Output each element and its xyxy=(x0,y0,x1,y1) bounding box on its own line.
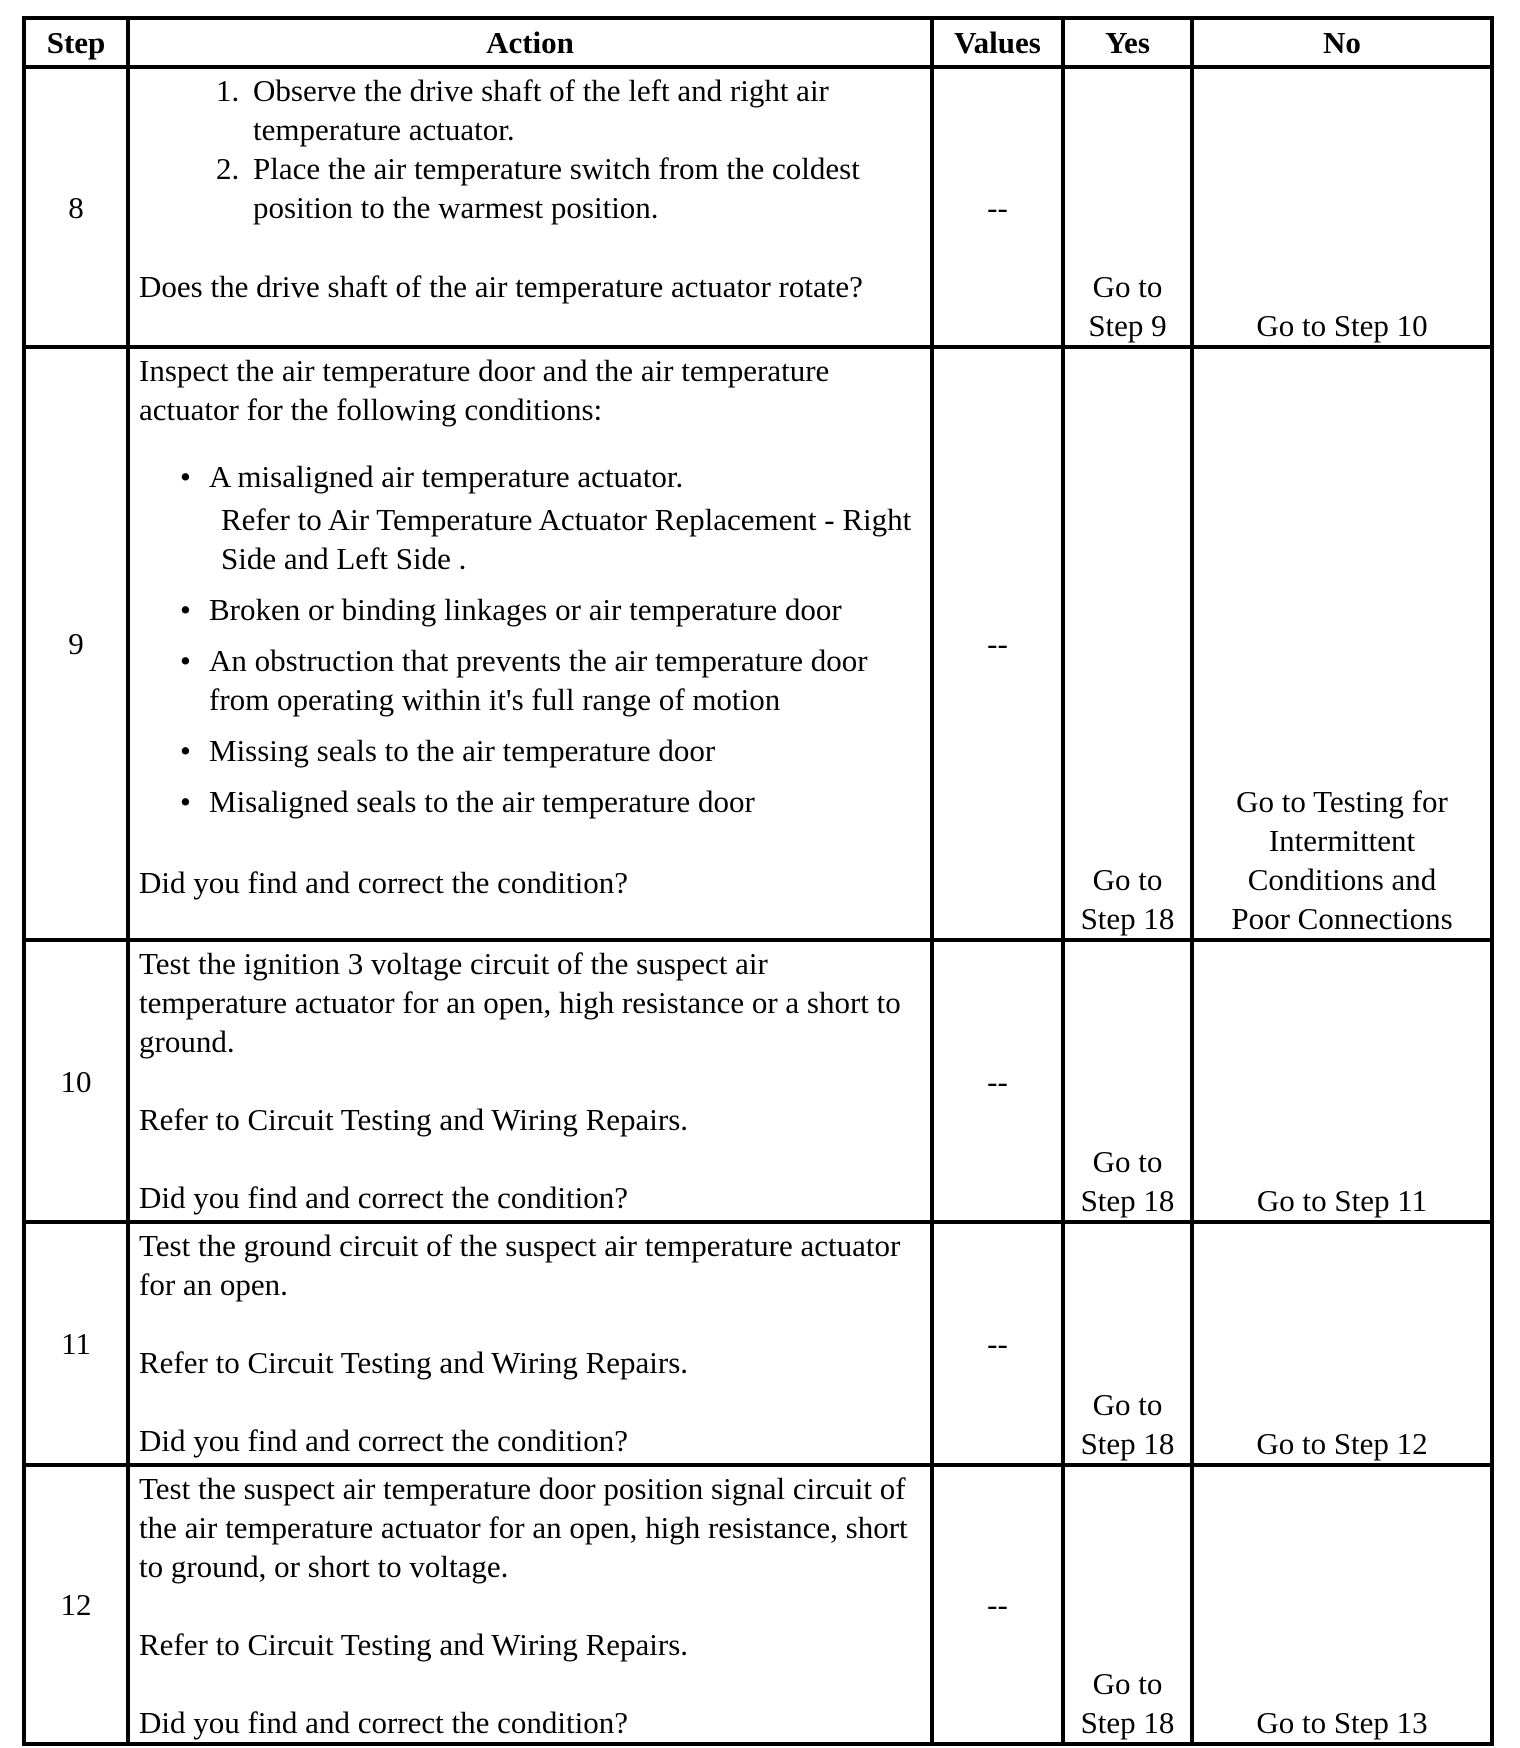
question-text: Does the drive shaft of the air temperature actuator rotate? xyxy=(139,269,863,304)
no-cell xyxy=(1192,1222,1492,1465)
step-number: 10 xyxy=(24,940,128,1222)
header-step: Step xyxy=(24,18,128,67)
yes-cell xyxy=(1063,67,1192,347)
bullet-text: An obstruction that prevents the air temperature door from operating within it's full range of motion xyxy=(209,643,868,717)
no-line: Intermittent xyxy=(1268,823,1416,858)
no-cell xyxy=(1192,1465,1492,1744)
intro-text: Test the ground circuit of the suspect air temperature actuator for an open. xyxy=(139,1228,901,1302)
yes-cell xyxy=(1063,347,1192,940)
bullet-list xyxy=(139,457,922,821)
bullet-icon: • xyxy=(180,784,191,819)
no-line: Poor Connections xyxy=(1231,901,1453,936)
no-line: Go to Step 13 xyxy=(1256,1705,1428,1740)
no-cell xyxy=(1192,67,1492,347)
no-line: Go to Testing for xyxy=(1236,784,1448,819)
list-item xyxy=(180,641,922,719)
values-cell: -- xyxy=(932,1222,1063,1465)
action-cell xyxy=(128,347,932,940)
yes-cell xyxy=(1063,1465,1192,1744)
question-text: Did you find and correct the condition? xyxy=(139,1423,628,1458)
no-line: Go to Step 12 xyxy=(1256,1426,1428,1461)
bullet-text: Misaligned seals to the air temperature door xyxy=(209,784,755,819)
yes-cell xyxy=(1063,940,1192,1222)
step-number: 11 xyxy=(24,1222,128,1465)
no-line: Go to Step 10 xyxy=(1256,308,1428,343)
bullet-icon: • xyxy=(180,643,191,678)
intro-text: Test the ignition 3 voltage circuit of the suspect air temperature actuator for an open, high resistance or a short to ground. xyxy=(139,946,901,1059)
values-cell: -- xyxy=(932,940,1063,1222)
yes-line: Step 9 xyxy=(1088,308,1167,343)
values-cell: -- xyxy=(932,1465,1063,1744)
step-number: 12 xyxy=(24,1465,128,1744)
yes-line: Go to xyxy=(1092,1387,1163,1422)
table-row-step-11 xyxy=(24,1222,1492,1465)
values-cell: -- xyxy=(932,67,1063,347)
yes-line: Step 18 xyxy=(1080,1183,1175,1218)
action-cell xyxy=(128,67,932,347)
action-cell xyxy=(128,1465,932,1744)
action-cell xyxy=(128,940,932,1222)
step-number: 8 xyxy=(24,67,128,347)
no-line: Conditions and xyxy=(1247,862,1437,897)
reference-text: Refer to Circuit Testing and Wiring Repairs. xyxy=(139,1627,689,1662)
numbered-list xyxy=(139,71,922,227)
table-row-step-10 xyxy=(24,940,1492,1222)
bullet-icon: • xyxy=(180,733,191,768)
no-line: Go to Step 11 xyxy=(1256,1183,1428,1218)
list-item xyxy=(180,731,922,770)
question-text: Did you find and correct the condition? xyxy=(139,1180,628,1215)
yes-line: Step 18 xyxy=(1080,901,1175,936)
question-text: Did you find and correct the condition? xyxy=(139,1705,628,1740)
yes-line: Go to xyxy=(1092,1144,1163,1179)
yes-line: Step 18 xyxy=(1080,1705,1175,1740)
no-cell xyxy=(1192,940,1492,1222)
reference-text: Refer to Circuit Testing and Wiring Repairs. xyxy=(139,1102,689,1137)
bullet-text: A misaligned air temperature actuator. xyxy=(209,459,684,494)
list-item xyxy=(180,457,922,578)
intro-text: Inspect the air temperature door and the air temperature actuator for the following conditions: xyxy=(139,353,830,427)
header-no: No xyxy=(1192,18,1492,67)
header-row xyxy=(24,18,1492,67)
intro-text: Test the suspect air temperature door position signal circuit of the air temperature actuator for an open, high resistance, short to ground, or short to voltage. xyxy=(139,1471,908,1584)
list-item xyxy=(180,782,922,821)
list-item: 2. Place the air temperature switch from the coldest position to the warmest position. xyxy=(247,149,922,227)
table-row-step-9 xyxy=(24,347,1492,940)
diagnostic-table xyxy=(22,16,1494,1746)
header-action: Action xyxy=(128,18,932,67)
header-yes: Yes xyxy=(1063,18,1192,67)
values-cell: -- xyxy=(932,347,1063,940)
no-cell xyxy=(1192,347,1492,940)
bullet-icon: • xyxy=(180,592,191,627)
table-row-step-12 xyxy=(24,1465,1492,1744)
reference-text: Refer to Circuit Testing and Wiring Repairs. xyxy=(139,1345,689,1380)
yes-line: Go to xyxy=(1092,1666,1163,1701)
header-values: Values xyxy=(932,18,1063,67)
bullet-text: Broken or binding linkages or air temperature door xyxy=(209,592,842,627)
list-item xyxy=(180,590,922,629)
step-number: 9 xyxy=(24,347,128,940)
question-text: Did you find and correct the condition? xyxy=(139,865,628,900)
list-item: 1. Observe the drive shaft of the left and right air temperature actuator. xyxy=(247,71,922,149)
bullet-text: Missing seals to the air temperature door xyxy=(209,733,716,768)
bullet-icon: • xyxy=(180,459,191,494)
action-cell xyxy=(128,1222,932,1465)
table-row-step-8 xyxy=(24,67,1492,347)
yes-line: Go to xyxy=(1092,862,1163,897)
yes-line: Step 18 xyxy=(1080,1426,1175,1461)
reference-link[interactable]: Refer to Air Temperature Actuator Replacement - Right Side and Left Side . xyxy=(221,502,912,576)
yes-cell xyxy=(1063,1222,1192,1465)
yes-line: Go to xyxy=(1092,269,1163,304)
